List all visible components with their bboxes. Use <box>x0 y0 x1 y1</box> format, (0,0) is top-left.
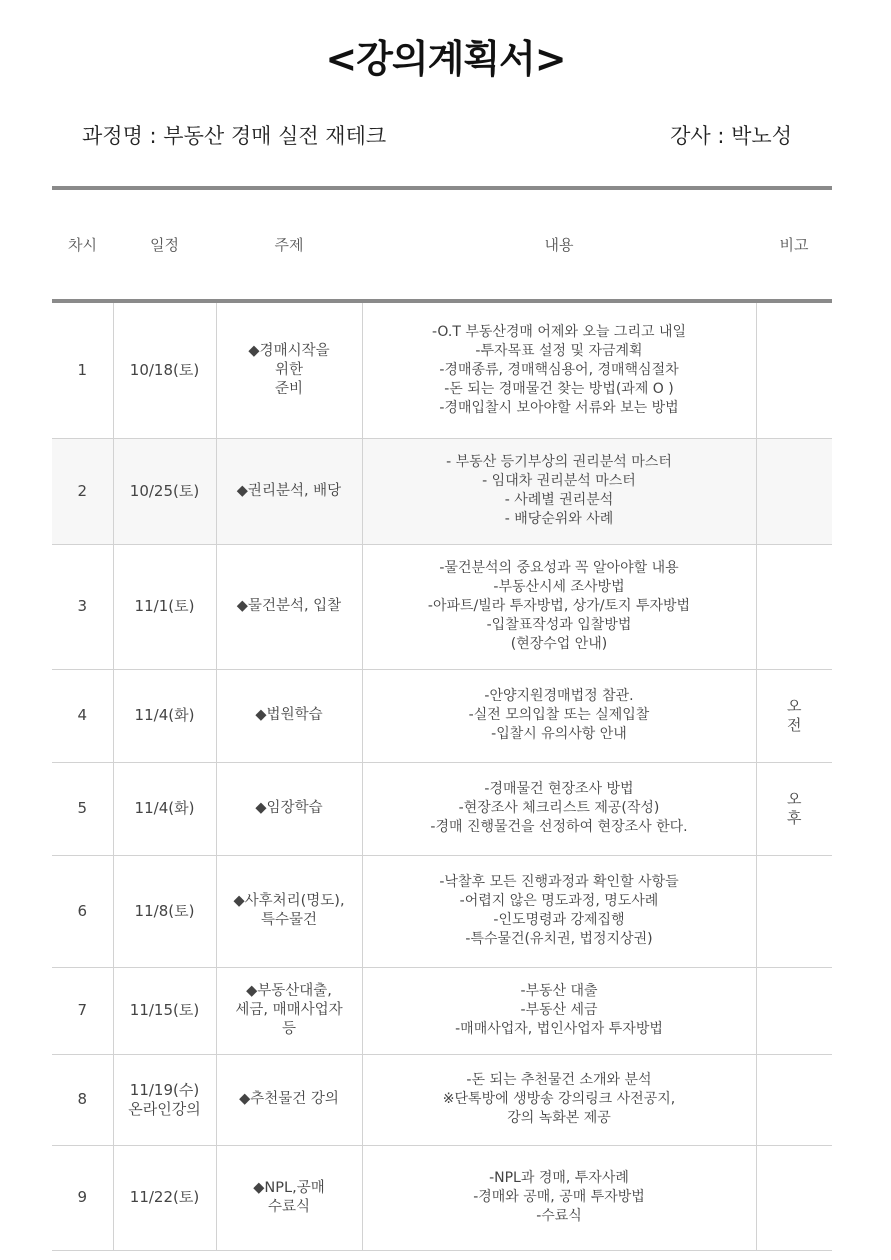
session-topic: ◆추천물건 강의 <box>216 1054 362 1145</box>
session-note <box>756 1145 832 1250</box>
session-date: 11/4(화) <box>113 669 216 762</box>
session-date: 11/19(수) 온라인강의 <box>113 1054 216 1145</box>
session-date: 11/15(토) <box>113 967 216 1054</box>
session-topic: ◆부동산대출, 세금, 매매사업자 등 <box>216 967 362 1054</box>
lecture-plan-table <box>52 186 832 1251</box>
table-row <box>52 1145 832 1250</box>
session-topic: ◆사후처리(명도), 특수물건 <box>216 855 362 967</box>
session-date: 11/22(토) <box>113 1145 216 1250</box>
session-note <box>756 544 832 669</box>
session-content: -물건분석의 중요성과 꼭 알아야할 내용 -부동산시세 조사방법 -아파트/빌라 투자방법, 상가/토지 투자방법 -입찰표작성과 입찰방법 (현장수업 안내) <box>362 544 756 669</box>
session-number: 6 <box>52 855 113 967</box>
session-date: 11/1(토) <box>113 544 216 669</box>
session-topic: ◆법원학습 <box>216 669 362 762</box>
session-date: 11/4(화) <box>113 762 216 855</box>
session-content: -돈 되는 추천물건 소개와 분석 ※단톡방에 생방송 강의링크 사전공지, 강의 녹화본 제공 <box>362 1054 756 1145</box>
header-note: 비고 <box>779 236 809 254</box>
session-date: 10/25(토) <box>113 438 216 544</box>
session-topic: ◆NPL,공매 수료식 <box>216 1145 362 1250</box>
table-row <box>52 438 832 544</box>
session-note <box>756 855 832 967</box>
session-topic: ◆경매시작을 위한 준비 <box>216 301 362 438</box>
session-topic: ◆권리분석, 배당 <box>216 438 362 544</box>
table-row <box>52 669 832 762</box>
session-number: 2 <box>52 438 113 544</box>
session-content: -NPL과 경매, 투자사례 -경매와 공매, 공매 투자방법 -수료식 <box>362 1145 756 1250</box>
session-content: -낙찰후 모든 진행과정과 확인할 사항들 -어렵지 않은 명도과정, 명도사례 -인도명령과 강제집행 -특수물건(유치권, 법정지상권) <box>362 855 756 967</box>
session-number: 8 <box>52 1054 113 1145</box>
table-row <box>52 1054 832 1145</box>
table-row <box>52 544 832 669</box>
session-content: -부동산 대출 -부동산 세금 -매매사업자, 법인사업자 투자방법 <box>362 967 756 1054</box>
session-note: 오 후 <box>756 762 832 855</box>
session-date: 11/8(토) <box>113 855 216 967</box>
session-number: 7 <box>52 967 113 1054</box>
table-row <box>52 967 832 1054</box>
session-note <box>756 1054 832 1145</box>
header-content: 내용 <box>544 236 574 254</box>
session-note <box>756 967 832 1054</box>
session-topic: ◆물건분석, 입찰 <box>216 544 362 669</box>
session-topic: ◆임장학습 <box>216 762 362 855</box>
session-content: -O.T 부동산경매 어제와 오늘 그리고 내일 -투자목표 설정 및 자금계획 -경매종류, 경매핵심용어, 경매핵심절차 -돈 되는 경매물건 찾는 방법(과제 O ) -경매입찰시 보아야할 서류와 보는 방법 <box>362 301 756 438</box>
session-number: 4 <box>52 669 113 762</box>
session-note <box>756 301 832 438</box>
course-name: 과정명 : 부동산 경매 실전 재테크 <box>82 124 387 148</box>
session-number: 9 <box>52 1145 113 1250</box>
session-note <box>756 438 832 544</box>
table-row <box>52 855 832 967</box>
instructor-name: 강사 : 박노성 <box>670 124 792 148</box>
header-no: 차시 <box>68 236 97 254</box>
session-content: - 부동산 등기부상의 권리분석 마스터 - 임대차 권리분석 마스터 - 사례별 권리분석 - 배당순위와 사례 <box>362 438 756 544</box>
session-number: 1 <box>52 301 113 438</box>
table-row <box>52 301 832 438</box>
session-date: 10/18(토) <box>113 301 216 438</box>
session-note: 오 전 <box>756 669 832 762</box>
session-content: -안양지원경매법정 참관. -실전 모의입찰 또는 실제입찰 -입찰시 유의사항 안내 <box>362 669 756 762</box>
table-header-row <box>52 188 832 301</box>
session-number: 5 <box>52 762 113 855</box>
header-topic: 주제 <box>274 236 304 254</box>
table-row <box>52 762 832 855</box>
session-number: 3 <box>52 544 113 669</box>
session-content: -경매물건 현장조사 방법 -현장조사 체크리스트 제공(작성) -경매 진행물건을 선정하여 현장조사 한다. <box>362 762 756 855</box>
header-date: 일정 <box>150 236 179 254</box>
page-title: <강의계획서> <box>325 37 566 81</box>
